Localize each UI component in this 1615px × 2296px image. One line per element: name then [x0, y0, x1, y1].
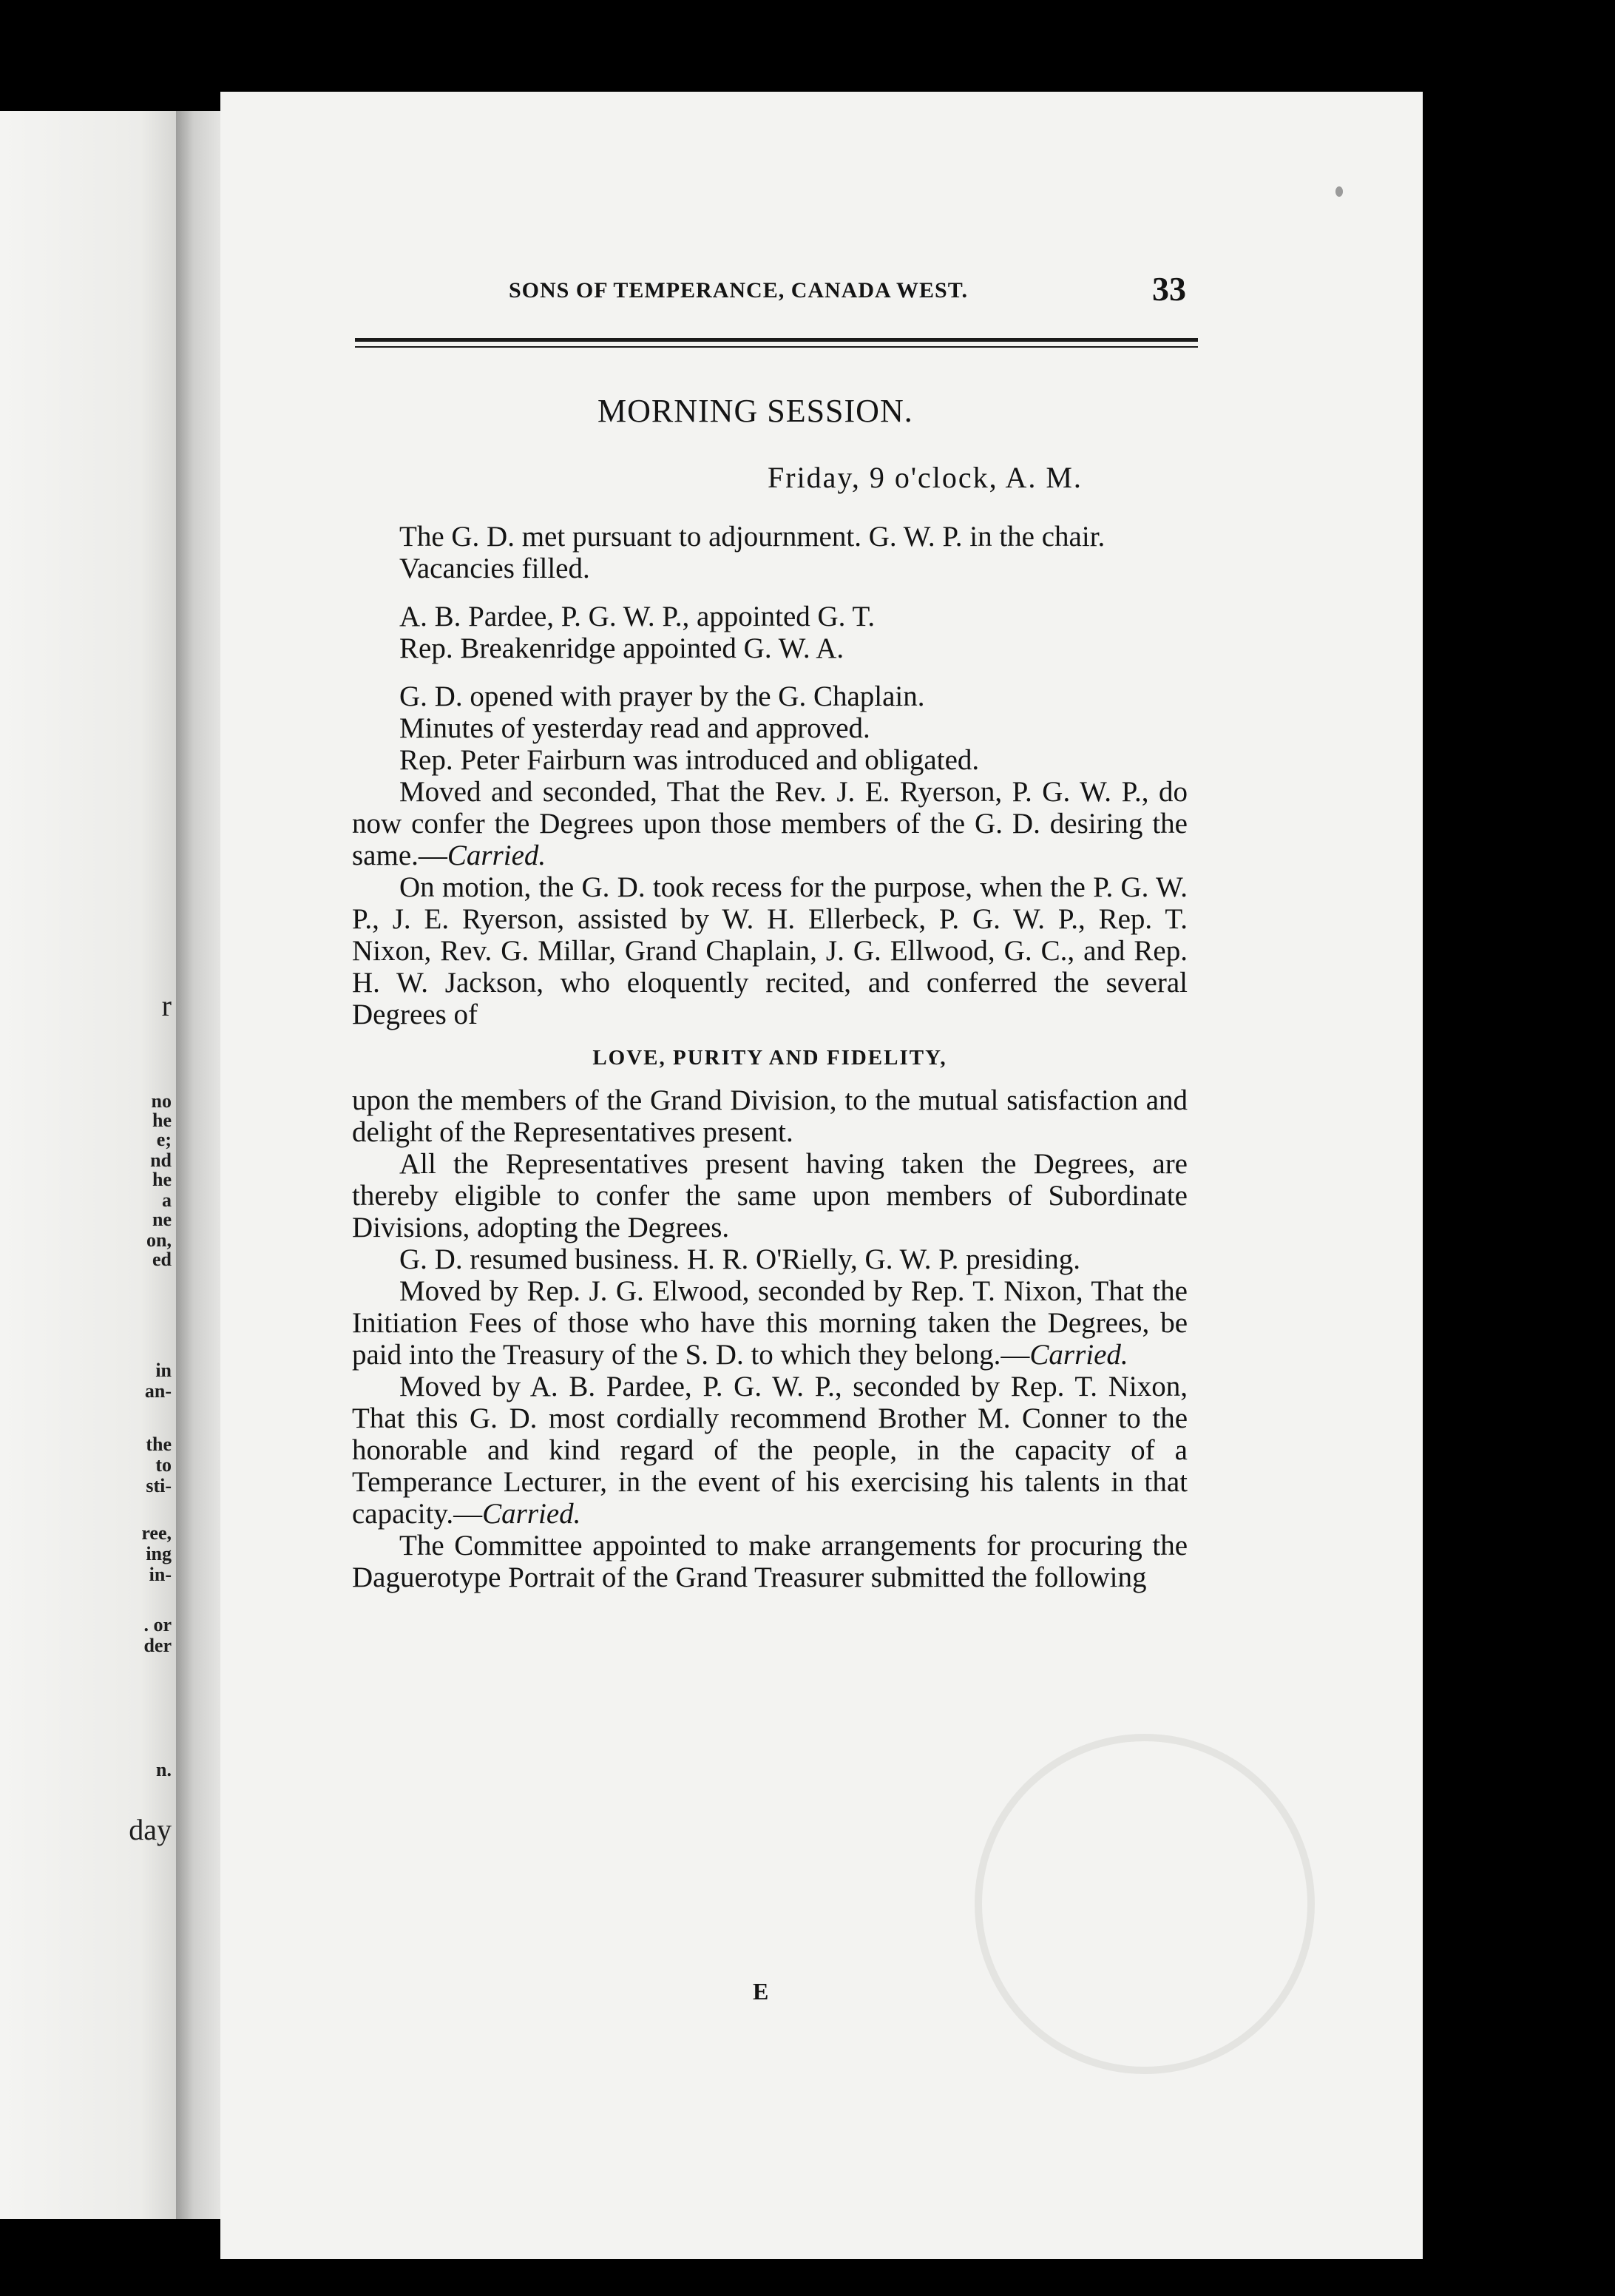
- left-page-fragment: ed: [152, 1249, 172, 1270]
- paragraph: Rep. Breakenridge appointed G. W. A.: [399, 632, 844, 664]
- paragraph: Rep. Peter Fairburn was introduced and obligated.: [399, 744, 980, 776]
- left-page-fragment: in-: [149, 1564, 172, 1585]
- date-line: Friday, 9 o'clock, A. M.: [768, 461, 1083, 494]
- page-number: 33: [1152, 270, 1186, 308]
- left-page-fragment: sti-: [146, 1475, 172, 1496]
- left-page-fragment: no: [151, 1090, 172, 1112]
- paragraph: The Committee appointed to make arrangements for procuring the Daguerotype Portrait of the Grand Treasurer submitted the following: [352, 1530, 1188, 1593]
- paragraph: All the Representatives present having taken the Degrees, are thereby eligible to confer the same upon members of Subordinate Divisions, adopting the Degrees.: [352, 1148, 1188, 1243]
- left-page-fragment: in: [155, 1360, 172, 1381]
- left-page-fragment: r: [161, 989, 172, 1022]
- paragraph: On motion, the G. D. took recess for the purpose, when the P. G. W. P., J. E. Ryerson, assisted by W. H. Ellerbeck, P. G. W. P., Rep. T. Nixon, Rev. G. Millar, Grand Chaplain, J. G. Ellwood, G. C., and Rep. H. W. Jackson, who eloquently recited, and conferred the several Degrees of: [352, 871, 1188, 1030]
- left-page-fragment: the: [146, 1434, 172, 1455]
- left-page-fragment: an-: [144, 1380, 172, 1402]
- body-text: [352, 521, 1188, 1593]
- running-header: SONS OF TEMPERANCE, CANADA WEST.: [509, 278, 968, 303]
- left-page-fragment: he: [152, 1110, 172, 1131]
- ink-smudge: [1335, 186, 1343, 197]
- section-title: MORNING SESSION.: [597, 393, 913, 429]
- left-page-fragment: on,: [146, 1229, 172, 1251]
- paragraph: The G. D. met pursuant to adjournment. G. W. P. in the chair.: [399, 521, 1106, 553]
- page: [220, 92, 1423, 2259]
- left-page-fragment: ree,: [141, 1522, 172, 1544]
- left-page-fragment: ing: [146, 1543, 172, 1564]
- paragraph: Vacancies filled.: [399, 553, 590, 584]
- paragraph: Moved by A. B. Pardee, P. G. W. P., seconded by Rep. T. Nixon, That this G. D. most cordially recommend Brother M. Conner to the honorable and kind regard of the people, in the capacity of a Temperance Lecturer, in the event of his exercising his talents in that capacity.—Carried.: [352, 1371, 1188, 1530]
- left-page-fragment: der: [143, 1635, 172, 1656]
- paragraph: Minutes of yesterday read and approved.: [399, 712, 870, 744]
- left-page-fragment: to: [155, 1454, 172, 1476]
- left-page-fragment: e;: [156, 1129, 172, 1150]
- paragraph: G. D. resumed business. H. R. O'Rielly, G. W. P. presiding.: [399, 1243, 1080, 1275]
- header-rule-thick: [355, 338, 1198, 342]
- left-page-fragment: he: [152, 1169, 172, 1190]
- left-page-fragment: n.: [156, 1759, 172, 1780]
- stamp-bleed: [975, 1734, 1315, 2074]
- paragraph: Moved and seconded, That the Rev. J. E. Ryerson, P. G. W. P., do now confer the Degrees upon those members of the G. D. desiring the same.—Carried.: [352, 776, 1188, 871]
- paragraph: Moved by Rep. J. G. Elwood, seconded by Rep. T. Nixon, That the Initiation Fees of those who have this morning taken the Degrees, be paid into the Treasury of the S. D. to which they belong.—Carried.: [352, 1275, 1188, 1371]
- left-page-fragment: day: [129, 1813, 172, 1846]
- paragraph: A. B. Pardee, P. G. W. P., appointed G. T.: [399, 601, 876, 632]
- paragraph: upon the members of the Grand Division, to the mutual satisfaction and delight of the Representatives present.: [352, 1084, 1188, 1148]
- left-page-fragment: ne: [152, 1209, 172, 1230]
- book-spine: [176, 111, 220, 2219]
- degrees-heading: LOVE, PURITY AND FIDELITY,: [592, 1046, 947, 1070]
- left-page-fragment: nd: [150, 1149, 172, 1171]
- paragraph: G. D. opened with prayer by the G. Chaplain.: [399, 681, 925, 712]
- header-rule-thin: [355, 346, 1198, 348]
- left-page-fragment: . or: [143, 1614, 172, 1635]
- signature-mark: E: [753, 1978, 769, 2005]
- left-page-fragment: a: [162, 1189, 172, 1211]
- left-page-edge: [0, 111, 176, 2219]
